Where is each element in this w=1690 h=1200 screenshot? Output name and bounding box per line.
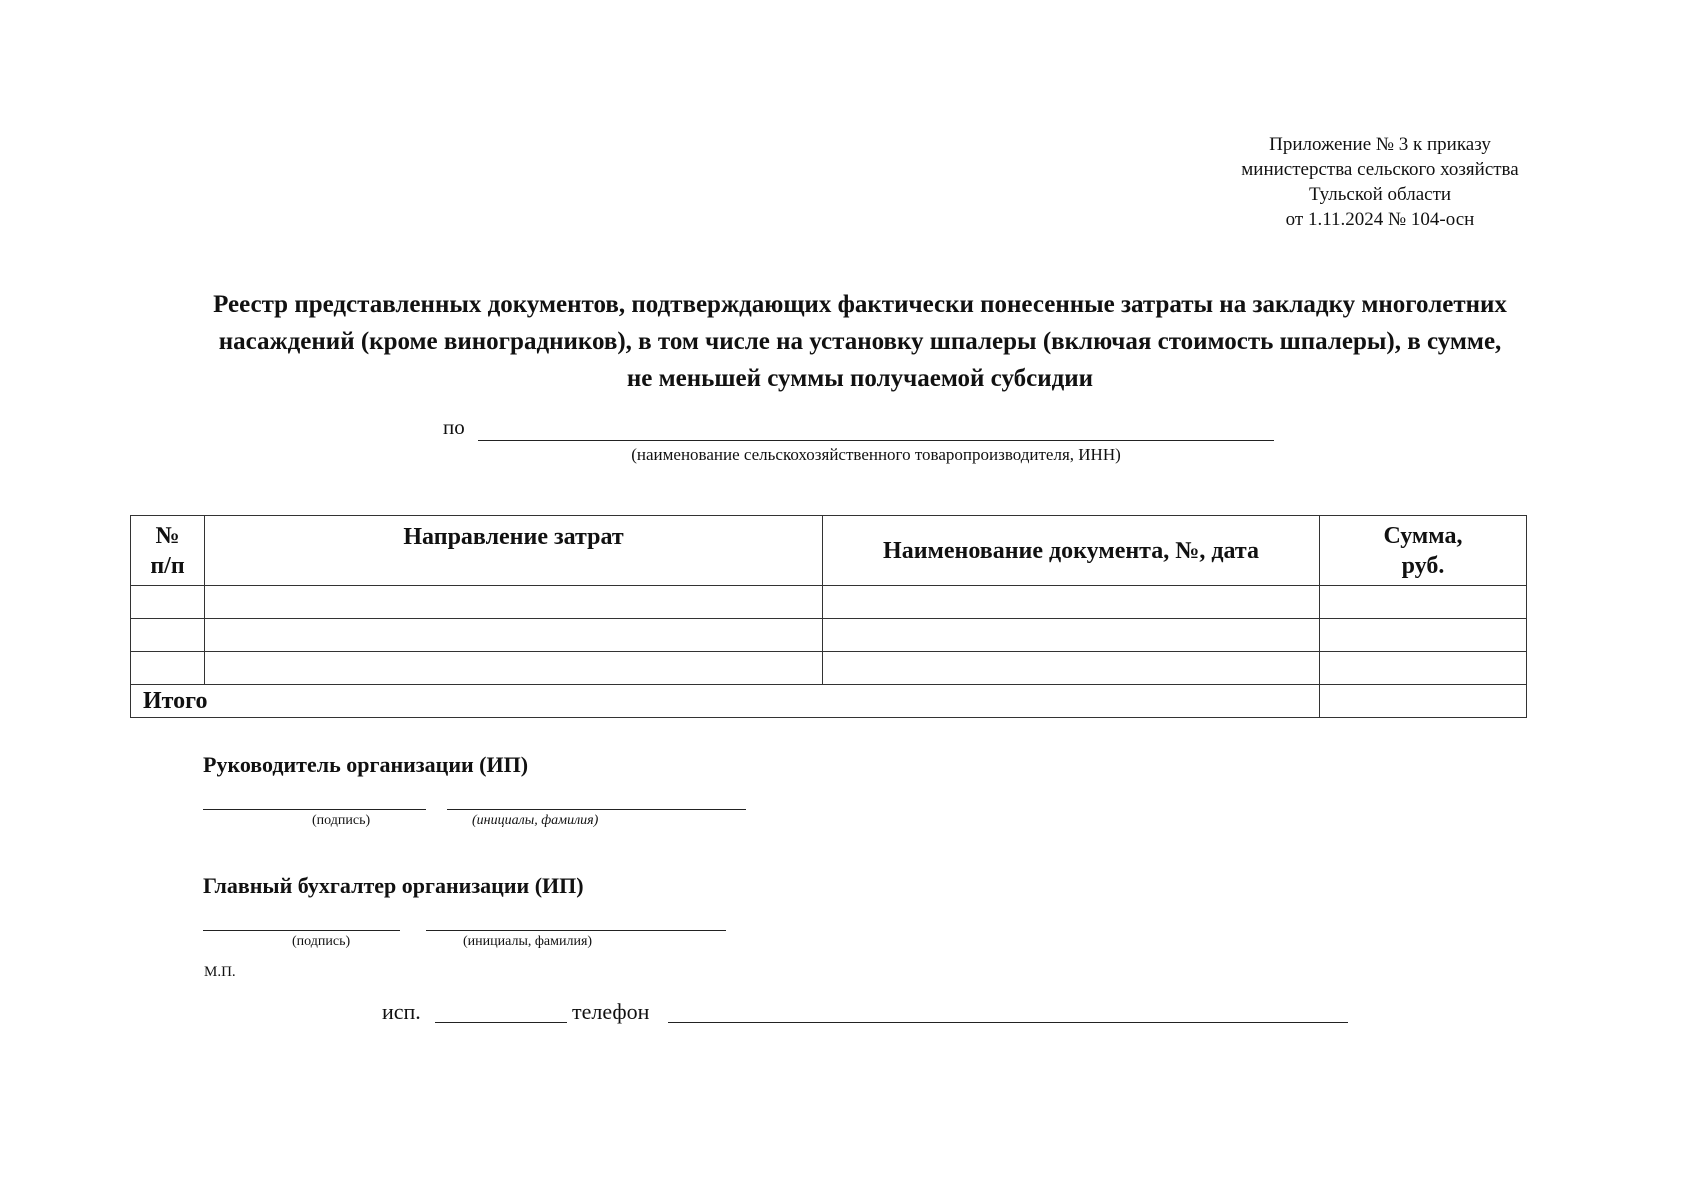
total-sum-cell[interactable] [1320, 685, 1527, 718]
cell-document[interactable] [823, 586, 1320, 619]
title-line-3: не меньшей суммы получаемой субсидии [626, 365, 1094, 392]
accountant-signature-title: Главный бухгалтер организации (ИП) [203, 873, 584, 898]
cell-sum[interactable] [1320, 652, 1527, 685]
cell-sum[interactable] [1320, 619, 1527, 652]
header-sum-line-2: руб. [1401, 552, 1445, 579]
phone-label: телефон [572, 999, 650, 1024]
table-row [131, 619, 1527, 652]
title-line-1: Реестр представленных документов, подтверждающих фактически понесенные затраты на закладку многолетних [213, 291, 1507, 318]
cell-number[interactable] [131, 586, 205, 619]
cell-direction[interactable] [205, 586, 823, 619]
header-number [131, 516, 205, 586]
head-name-line[interactable] [447, 809, 746, 810]
header-sum [1320, 516, 1527, 586]
cell-document[interactable] [823, 619, 1320, 652]
total-label: Итого [131, 685, 1320, 718]
header-number-line-1: № [155, 522, 180, 549]
title-line-2: насаждений (кроме виноградников), в том числе на установку шпалеры (включая стоимость шпалеры), в сумме, [218, 328, 1502, 355]
register-table [130, 515, 1527, 718]
appendix-line-2: министерства сельского хозяйства [1241, 159, 1519, 180]
cell-number[interactable] [131, 619, 205, 652]
header-document: Наименование документа, №, дата [823, 516, 1320, 586]
table-header-row [131, 516, 1527, 586]
executor-label: исп. [382, 999, 421, 1024]
producer-hint: (наименование сельскохозяйственного товаропроизводителя, ИНН) [631, 445, 1121, 464]
cell-document[interactable] [823, 652, 1320, 685]
producer-label: по [443, 415, 465, 439]
head-signature-hint: (подпись) [312, 813, 371, 828]
table-row [131, 652, 1527, 685]
head-signature-line[interactable] [203, 809, 426, 810]
total-row [131, 685, 1527, 718]
executor-input-line[interactable] [435, 1022, 567, 1023]
head-name-hint: (инициалы, фамилия) [472, 813, 599, 828]
producer-input-line[interactable] [478, 440, 1274, 441]
cell-sum[interactable] [1320, 586, 1527, 619]
header-direction: Направление затрат [205, 516, 823, 586]
appendix-line-3: Тульской области [1308, 184, 1452, 205]
accountant-signature-hint: (подпись) [292, 934, 351, 949]
cell-direction[interactable] [205, 619, 823, 652]
stamp-label: М.П. [204, 964, 236, 980]
cell-direction[interactable] [205, 652, 823, 685]
accountant-name-line[interactable] [426, 930, 726, 931]
header-number-line-2: п/п [150, 552, 185, 579]
cell-number[interactable] [131, 652, 205, 685]
head-signature-title: Руководитель организации (ИП) [203, 752, 529, 777]
appendix-reference [1180, 132, 1580, 232]
appendix-line-1: Приложение № 3 к приказу [1269, 134, 1491, 155]
accountant-signature-line[interactable] [203, 930, 400, 931]
header-sum-line-1: Сумма, [1383, 522, 1463, 549]
appendix-line-4: от 1.11.2024 № 104-осн [1285, 209, 1475, 230]
table-row [131, 586, 1527, 619]
phone-input-line[interactable] [668, 1022, 1348, 1023]
accountant-name-hint: (инициалы, фамилия) [463, 934, 593, 949]
document-title [110, 286, 1610, 397]
